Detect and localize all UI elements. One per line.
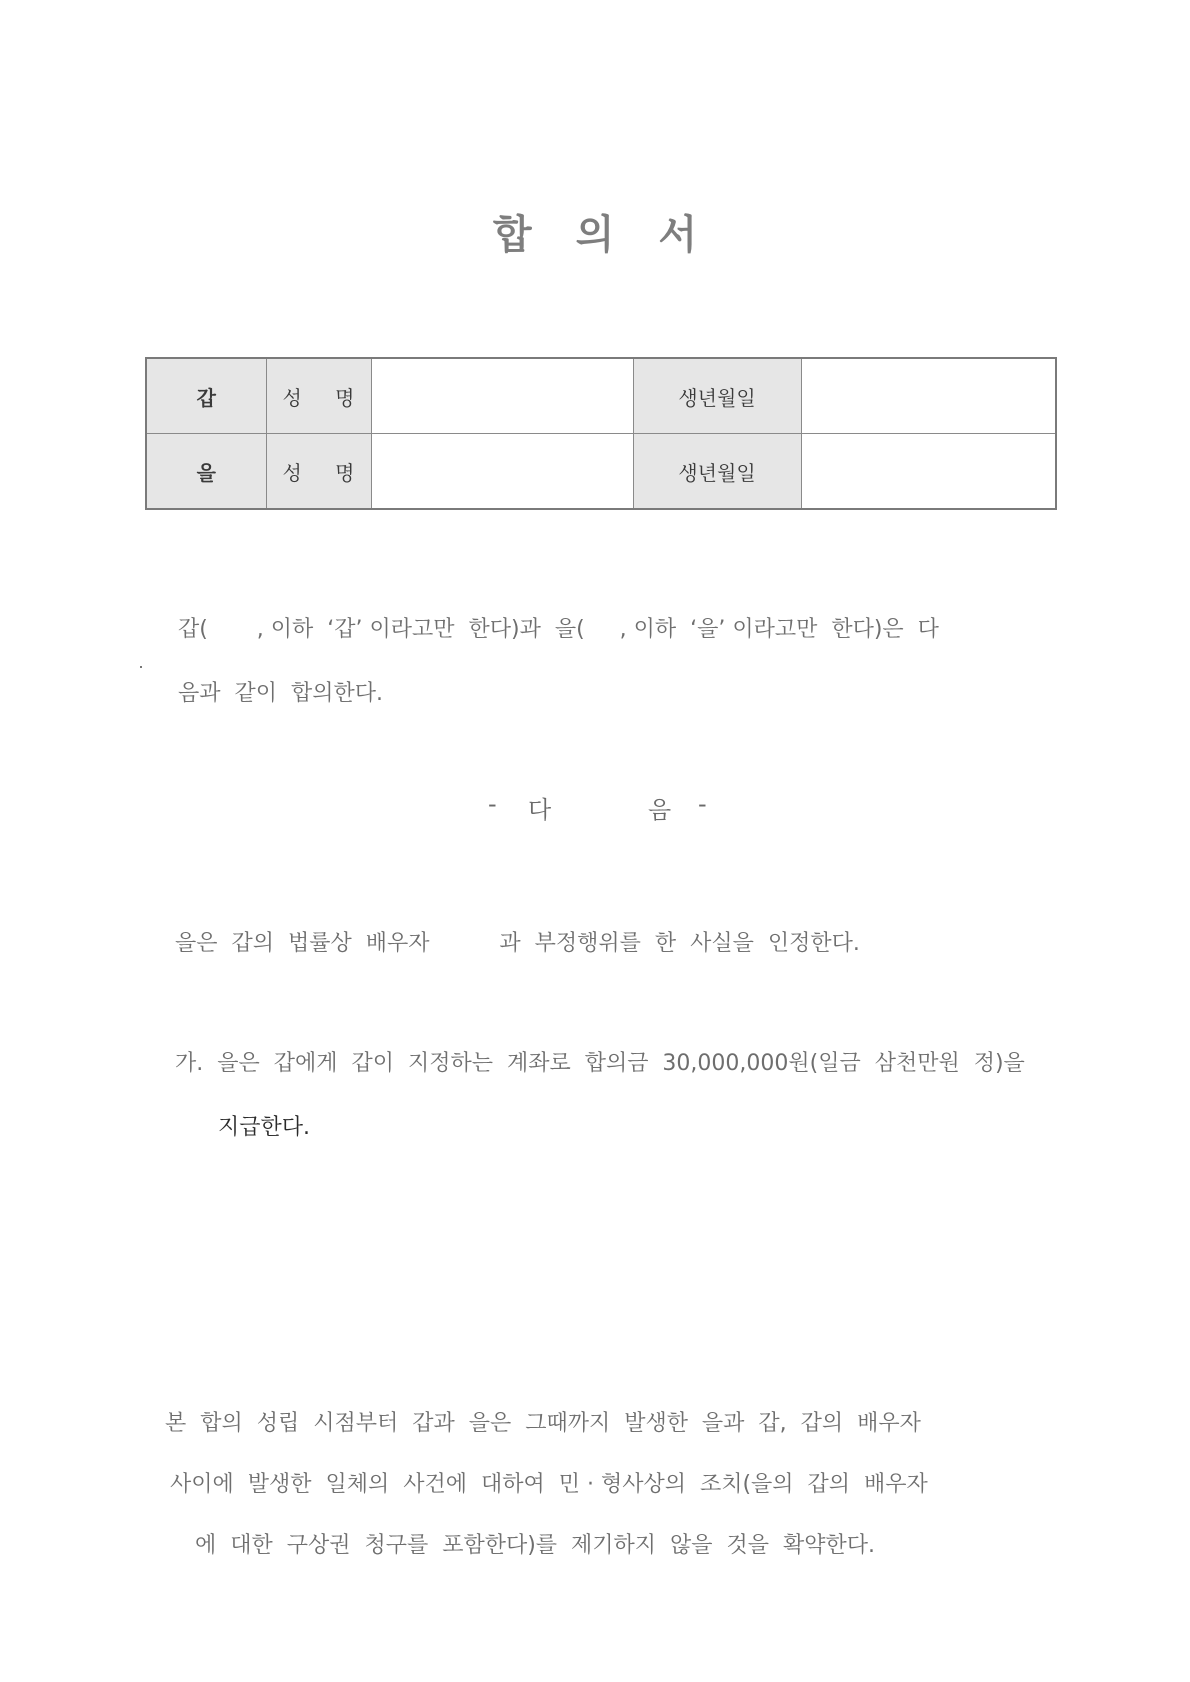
heading-dash-right: - — [698, 790, 707, 818]
title-char-3: 서 — [658, 212, 697, 258]
title-char-1: 합 — [493, 212, 532, 258]
document-title — [0, 203, 1190, 260]
name-label-char-2: 명 — [335, 460, 355, 485]
name-field-eul[interactable] — [371, 434, 633, 510]
party-row-gap — [146, 358, 1056, 434]
parties-table — [145, 357, 1057, 510]
name-label-char-2: 명 — [335, 385, 355, 410]
clause-fact: 을은 갑의 법률상 배우자 과 부정행위를 한 사실을 인정한다. — [175, 931, 860, 956]
clause-final-line-2: 사이에 발생한 일체의 사건에 대하여 민 · 형사상의 조치(을의 갑의 배우자 — [170, 1472, 928, 1497]
heading-char-1: 다 — [528, 796, 552, 824]
heading-char-2: 음 — [648, 796, 672, 824]
name-label-char-1: 성 — [282, 460, 302, 485]
heading-next — [0, 790, 1190, 824]
clause-ga-line-1: 가. 을은 갑에게 갑이 지정하는 계좌로 합의금 30,000,000원(일금 삼천만원 정)을 — [175, 1051, 1025, 1076]
name-label-char-1: 성 — [282, 385, 302, 410]
clause-final-line-1: 본 합의 성립 시점부터 갑과 을은 그때까지 발생한 을과 갑, 갑의 배우자 — [165, 1411, 921, 1436]
party-label-eul: 을 — [146, 434, 266, 510]
party-row-eul — [146, 434, 1056, 510]
intro-line-1: 갑( , 이하 ‘갑’ 이라고만 한다)과 을( , 이하 ‘을’ 이라고만 한다)은 다 — [178, 617, 939, 642]
clause-ga-line-2: 지급한다. — [218, 1115, 311, 1140]
scan-speck — [140, 666, 142, 668]
name-label — [266, 434, 371, 510]
name-field-gap[interactable] — [371, 358, 633, 434]
dob-label: 생년월일 — [633, 434, 801, 510]
name-label — [266, 358, 371, 434]
dob-field-eul[interactable] — [801, 434, 1056, 510]
intro-line-2: 음과 같이 합의한다. — [178, 681, 383, 706]
dob-label: 생년월일 — [633, 358, 801, 434]
heading-dash-left: - — [488, 790, 497, 818]
title-char-2: 의 — [575, 212, 615, 258]
dob-field-gap[interactable] — [801, 358, 1056, 434]
party-label-gap: 갑 — [146, 358, 266, 434]
clause-final-line-3: 에 대한 구상권 청구를 포함한다)를 제기하지 않을 것을 확약한다. — [195, 1533, 876, 1558]
